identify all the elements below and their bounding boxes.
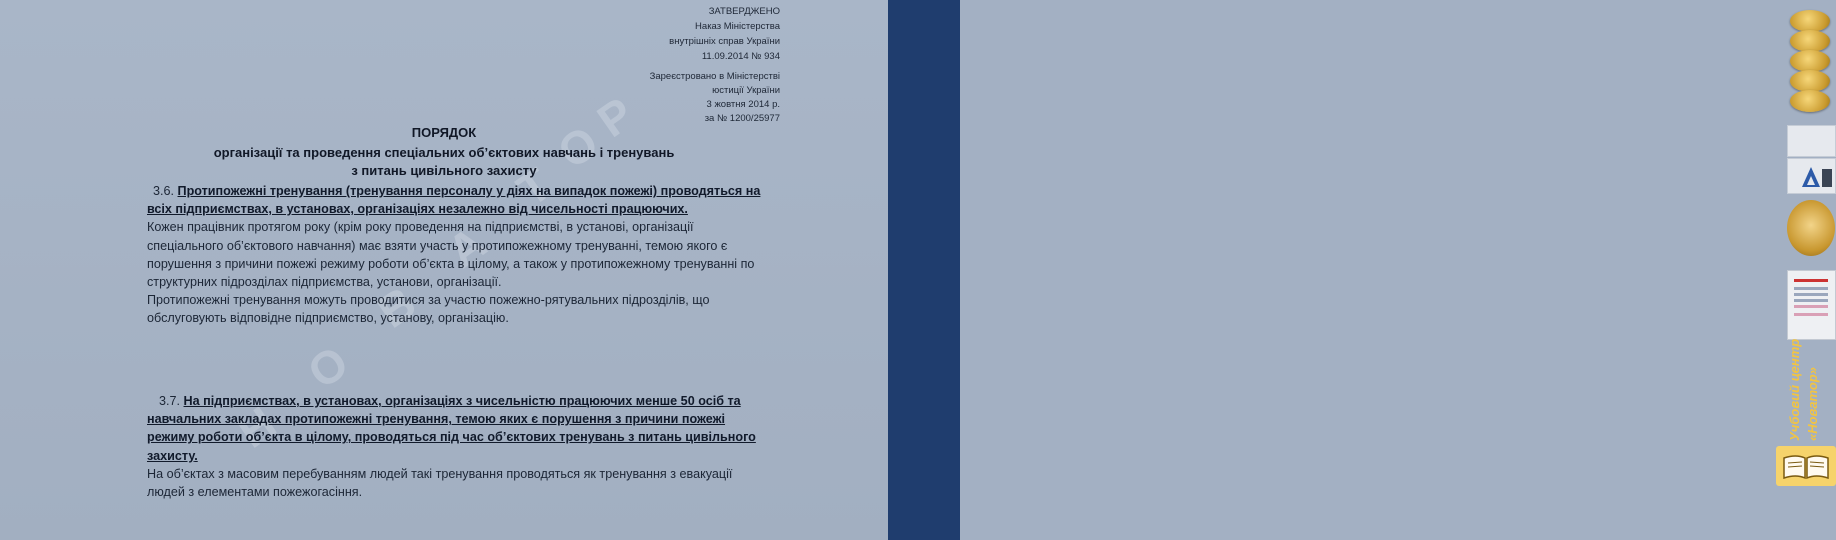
registration-line: 3 жовтня 2014 р. (706, 99, 780, 110)
medal-icon (1790, 50, 1830, 72)
book-icon (1776, 446, 1836, 486)
registration-line: Зареєстровано в Міністерстві (649, 71, 780, 82)
section-highlight: Протипожежні тренування (тренування персоналу у діях на випадок пожежі) проводяться на всіх підприємствах, в установах, організаціях незалежно від чисельності працюючих. (147, 184, 761, 217)
section-number: 3.6. (153, 184, 178, 198)
center-brand: «Новатор» (1805, 367, 1820, 441)
section-paragraph: Протипожежні тренування можуть проводитися за участю пожежно-рятувальних підрозділів, що обслуговують відповідне підприємство, установу, організацію. (147, 293, 710, 326)
section-paragraph: На об’єктах з масовим перебуванням людей такі тренування проводяться як тренування з евакуації людей з елементами пожежогасіння. (147, 466, 733, 500)
slide (0, 0, 888, 540)
approval-line: внутрішніх справ України (669, 36, 780, 47)
certificate-icon (1787, 125, 1836, 157)
training-center-label (1781, 338, 1829, 445)
center-name: Учбовий центр (1787, 338, 1802, 441)
section-number: 3.7. (159, 394, 184, 408)
registration-line: за № 1200/25977 (704, 113, 780, 124)
registration-line: юстиції України (712, 85, 780, 96)
medal-icon (1790, 70, 1830, 92)
document-subtitle: організації та проведення спеціальних об’єктових навчань і тренувань (213, 145, 675, 160)
watermark: Н О В А Т О Р (228, 86, 643, 458)
triangle-icon (1788, 159, 1835, 193)
medal-icon (1790, 30, 1830, 52)
medal-icon (1790, 90, 1830, 112)
approval-block (669, 4, 780, 64)
medal-icon (1790, 10, 1830, 32)
document-title: ПОРЯДОК (411, 125, 477, 140)
section-3-6 (147, 182, 767, 328)
triangle-logo-icon (1787, 158, 1836, 194)
section-highlight-end: . (194, 448, 198, 463)
section-paragraph: Кожен працівник протягом року (крім року проведення на підприємстві, в установі, організації спеціального об’єктового навчання) має взяти участь у протипожежному тренуванні, темою якого є порушення з причини пожежі режиму роботи об’єкта в цілому, а також у протипожежному тренуванні по структурних підрозділах підприємства, установи, організації. (147, 220, 755, 290)
sidebar (888, 0, 1820, 540)
approval-line: 11.09.2014 № 934 (701, 51, 780, 62)
approval-line: ЗАТВЕРДЖЕНО (708, 6, 780, 17)
registration-block (650, 70, 780, 126)
section-3-7 (147, 392, 767, 501)
section-highlight: На підприємствах, в установах, організаціях з чисельністю працюючих менше 50 осіб та навчальних закладах протипожежні тренування, темою яких є порушення з причини пожежі режиму роботи об’єкта в цілому, проводяться під час об’єктових тренувань з питань цивільного захисту (147, 394, 756, 463)
document-subtitle: з питань цивільного захисту (351, 163, 537, 178)
approval-line: Наказ Міністерства (695, 21, 780, 32)
document-thumbnail-icon (1787, 270, 1836, 340)
